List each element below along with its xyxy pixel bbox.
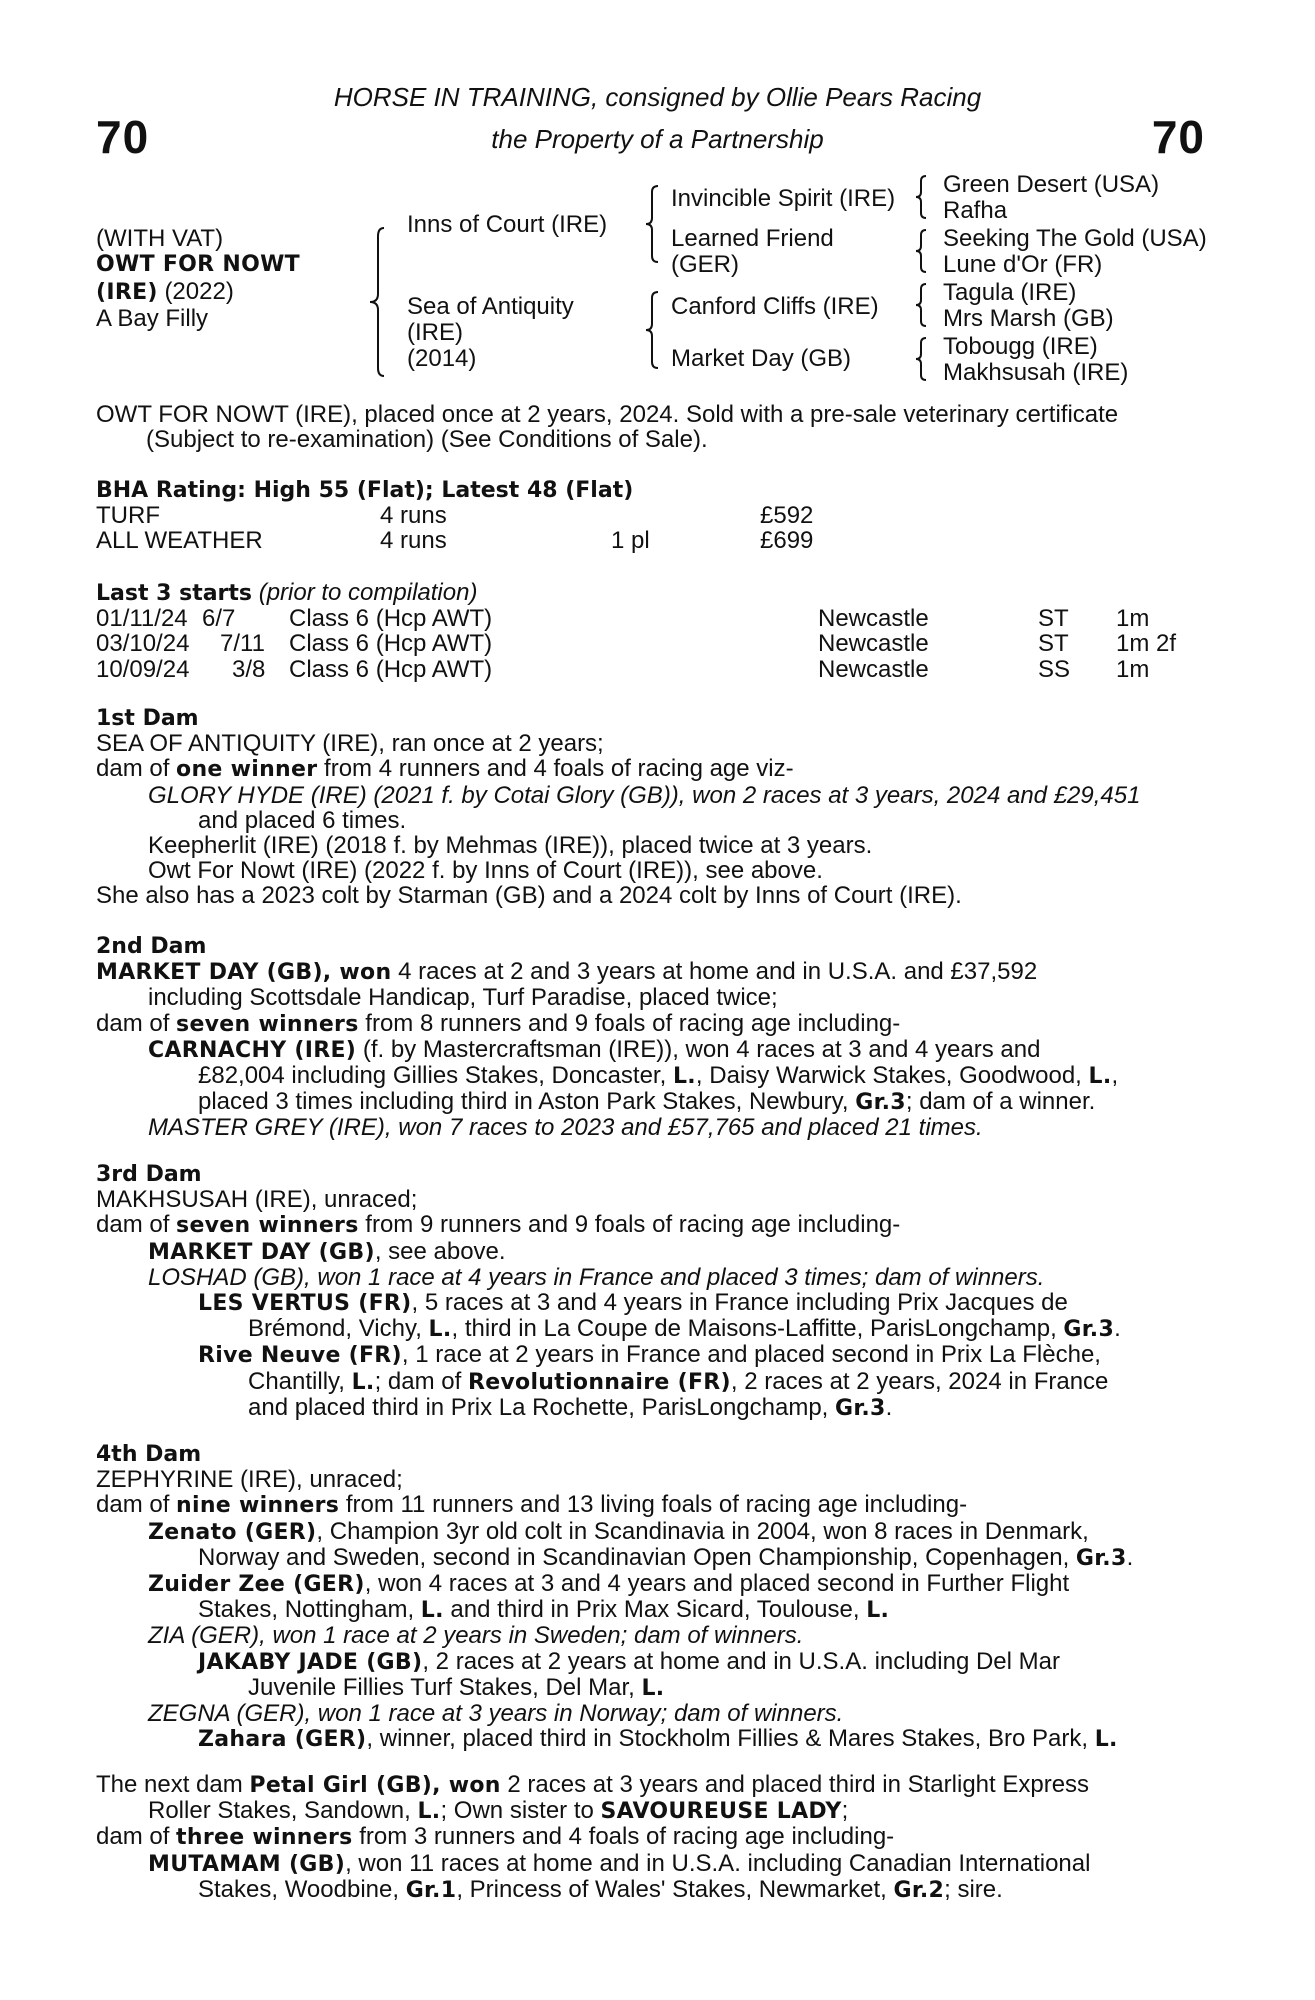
pedigree-dam-line2: (IRE) — [407, 319, 463, 346]
pedigree-bracket-main — [368, 228, 388, 378]
start-course: Newcastle — [818, 630, 929, 658]
third-dam-produce-summary: dam of seven winners from 9 runners and 9 foals of racing age including- — [96, 1211, 901, 1239]
start-race: Class 6 (Hcp AWT) — [289, 630, 493, 658]
pedigree-dam-line3: (2014) — [407, 345, 477, 372]
fourth-dam-grandfoal: Zahara (GER), winner, placed third in Stockholm Fillies & Mares Stakes, Bro Park, L. — [198, 1725, 1118, 1753]
summary — [96, 402, 1206, 452]
vat-note: (WITH VAT) — [96, 225, 224, 252]
second-dam-section — [96, 934, 1206, 1141]
start-race: Class 6 (Hcp AWT) — [289, 605, 493, 633]
rating-surface: TURF — [96, 502, 160, 530]
pedigree-sds: Seeking The Gold (USA) — [943, 225, 1207, 252]
pedigree-dsd: Mrs Marsh (GB) — [943, 305, 1114, 332]
third-dam-line: MAKHSUSAH (IRE), unraced; — [96, 1186, 418, 1214]
fourth-dam-foal: Zuider Zee (GER), won 4 races at 3 and 4 years and placed second in Further Flight — [148, 1570, 1070, 1598]
rating-runs: 4 runs — [380, 527, 447, 555]
start-date: 01/11/24 — [96, 605, 188, 633]
pedigree-ddd: Makhsusah (IRE) — [943, 359, 1129, 386]
pedigree-bracket-sd — [914, 228, 930, 278]
next-dam-foal: MUTAMAM (GB), won 11 races at home and in U.S.A. including Canadian International — [148, 1849, 1091, 1877]
first-dam-produce-summary: dam of one winner from 4 runners and 4 foals of racing age viz- — [96, 755, 794, 783]
next-dam-section — [96, 1772, 1206, 1903]
third-dam-section — [96, 1162, 1206, 1421]
fourth-dam-foal: ZEGNA (GER), won 1 race at 3 years in Norway; dam of winners. — [148, 1700, 844, 1728]
second-dam-foal-cont: placed 3 times including third in Aston Park Stakes, Newbury, Gr.3; dam of a winner. — [198, 1088, 1096, 1116]
start-position: 3/8 — [232, 655, 266, 683]
next-dam-line-cont: Roller Stakes, Sandown, L.; Own sister to SAVOUREUSE LADY; — [148, 1797, 849, 1825]
second-dam-foal: MASTER GREY (IRE), won 7 races to 2023 and £57,765 and placed 21 times. — [148, 1114, 983, 1142]
rating-heading: BHA Rating: High 55 (Flat); Latest 48 (Flat) — [96, 478, 634, 503]
next-dam-foal-cont: Stakes, Woodbine, Gr.1, Princess of Wales' Stakes, Newmarket, Gr.2; sire. — [198, 1875, 1003, 1903]
start-distance: 1m — [1116, 655, 1150, 683]
horse-country: (IRE) — [96, 280, 158, 305]
start-position: 6/7 — [202, 605, 236, 633]
rating-section — [96, 478, 1206, 554]
first-dam-note: She also has a 2023 colt by Starman (GB) and a 2024 colt by Inns of Court (IRE). — [96, 882, 962, 910]
pedigree-bracket-ds — [914, 282, 930, 332]
start-going: ST — [1038, 605, 1069, 633]
first-dam-foal: GLORY HYDE (IRE) (2021 f. by Cotai Glory (GB)), won 2 races at 3 years, 2024 and £29,451 — [148, 781, 1141, 809]
third-dam-grandfoal-cont: Brémond, Vichy, L., third in La Coupe de Maisons-Laffitte, ParisLongchamp, Gr.3. — [248, 1315, 1121, 1343]
third-dam-heading: 3rd Dam — [96, 1162, 202, 1187]
horse-description: A Bay Filly — [96, 305, 209, 332]
pedigree-bracket-ss — [914, 174, 930, 224]
pedigree-bracket-dam — [644, 292, 664, 372]
start-course: Newcastle — [818, 655, 929, 683]
start-row — [96, 631, 1206, 656]
header-consignor: HORSE IN TRAINING, consigned by Ollie Pears Racing — [333, 82, 982, 112]
start-position: 7/11 — [220, 630, 265, 658]
pedigree-sdd: Lune d'Or (FR) — [943, 251, 1103, 278]
third-dam-grandfoal-cont: and placed third in Prix La Rochette, ParisLongchamp, Gr.3. — [248, 1393, 893, 1421]
rating-earnings: £592 — [760, 502, 814, 530]
second-dam-line: MARKET DAY (GB), won 4 races at 2 and 3 years at home and in U.S.A. and £37,592 — [96, 958, 1038, 986]
fourth-dam-foal-cont: Norway and Sweden, second in Scandinavian Open Championship, Copenhagen, Gr.3. — [198, 1543, 1134, 1571]
pedigree-sire: Inns of Court (IRE) — [407, 211, 608, 238]
rating-row-aw — [96, 528, 1206, 553]
horse-name: OWT FOR NOWT — [96, 252, 300, 277]
pedigree-dam-dam: Market Day (GB) — [671, 345, 852, 372]
first-dam-section — [96, 706, 1206, 909]
pedigree-dds: Tobougg (IRE) — [943, 333, 1098, 360]
lot-number-right: 70 — [1151, 111, 1205, 163]
lot-number-left: 70 — [96, 111, 150, 163]
pedigree-sire-dam-line2: (GER) — [671, 251, 739, 278]
rating-placed: 1 pl — [611, 527, 650, 555]
fourth-dam-heading: 4th Dam — [96, 1442, 202, 1467]
fourth-dam-foal-cont: Stakes, Nottingham, L. and third in Prix Max Sicard, Toulouse, L. — [198, 1596, 890, 1624]
first-dam-foal: Owt For Nowt (IRE) (2022 f. by Inns of Court (IRE)), see above. — [148, 857, 823, 885]
pedigree-dam-sire: Canford Cliffs (IRE) — [671, 293, 879, 320]
pedigree-ssd: Rafha — [943, 197, 1008, 224]
third-dam-foal: LOSHAD (GB), won 1 race at 4 years in France and placed 3 times; dam of winners. — [148, 1263, 1045, 1291]
start-date: 03/10/24 — [96, 630, 190, 658]
summary-line1: OWT FOR NOWT (IRE), placed once at 2 years, 2024. Sold with a pre-sale veterinary certificate — [96, 401, 1119, 428]
pedigree-dss: Tagula (IRE) — [943, 279, 1077, 306]
start-distance: 1m — [1116, 605, 1150, 633]
horse-origin-year — [96, 279, 234, 306]
pedigree-dam-line1: Sea of Antiquity — [407, 293, 574, 320]
fourth-dam-section — [96, 1442, 1206, 1752]
pedigree-sire-dam-line1: Learned Friend — [671, 225, 834, 252]
summary-line2: (Subject to re-examination) (See Conditions of Sale). — [146, 426, 708, 454]
second-dam-heading: 2nd Dam — [96, 934, 207, 959]
fourth-dam-grandfoal-cont: Juvenile Fillies Turf Stakes, Del Mar, L. — [248, 1673, 665, 1701]
header-property: the Property of a Partnership — [491, 124, 824, 154]
first-dam-foal: Keepherlit (IRE) (2018 f. by Mehmas (IRE)), placed twice at 3 years. — [148, 832, 873, 860]
second-dam-line-cont: including Scottsdale Handicap, Turf Paradise, placed twice; — [148, 984, 778, 1012]
first-dam-heading: 1st Dam — [96, 706, 199, 731]
second-dam-foal: CARNACHY (IRE) (f. by Mastercraftsman (IRE)), won 4 races at 3 and 4 years and — [148, 1035, 1041, 1063]
start-date: 10/09/24 — [96, 655, 190, 683]
rating-earnings: £699 — [760, 527, 814, 555]
second-dam-produce-summary: dam of seven winners from 8 runners and 9 foals of racing age including- — [96, 1009, 901, 1037]
fourth-dam-foal: Zenato (GER), Champion 3yr old colt in Scandinavia in 2004, won 8 races in Denmark, — [148, 1517, 1089, 1545]
starts-note: (prior to compilation) — [258, 579, 478, 606]
pedigree-sss: Green Desert (USA) — [943, 171, 1160, 198]
horse-year: (2022) — [164, 278, 234, 305]
pedigree-sire-sire: Invincible Spirit (IRE) — [671, 185, 896, 212]
pedigree-bracket-sire — [644, 186, 664, 266]
fourth-dam-produce-summary: dam of nine winners from 11 runners and 13 living foals of racing age including- — [96, 1491, 968, 1519]
next-dam-line: The next dam Petal Girl (GB), won 2 races at 3 years and placed third in Starlight Express — [96, 1771, 1090, 1798]
third-dam-grandfoal-cont: Chantilly, L.; dam of Revolutionnaire (FR), 2 races at 2 years, 2024 in France — [248, 1367, 1109, 1395]
rating-surface: ALL WEATHER — [96, 527, 263, 555]
first-dam-foal-cont: and placed 6 times. — [198, 806, 407, 834]
first-dam-line: SEA OF ANTIQUITY (IRE), ran once at 2 years; — [96, 730, 604, 758]
start-going: ST — [1038, 630, 1069, 658]
start-going: SS — [1038, 655, 1071, 683]
start-course: Newcastle — [818, 605, 929, 633]
next-dam-produce-summary: dam of three winners from 3 runners and 4 foals of racing age including- — [96, 1823, 895, 1851]
rating-runs: 4 runs — [380, 502, 447, 530]
second-dam-foal-cont: £82,004 including Gillies Stakes, Doncaster, L., Daisy Warwick Stakes, Goodwood, L., — [198, 1062, 1119, 1090]
fourth-dam-grandfoal: JAKABY JADE (GB), 2 races at 2 years at home and in U.S.A. including Del Mar — [198, 1647, 1060, 1675]
fourth-dam-foal: ZIA (GER), won 1 race at 2 years in Sweden; dam of winners. — [148, 1622, 804, 1650]
fourth-dam-line: ZEPHYRINE (IRE), unraced; — [96, 1466, 403, 1494]
start-row — [96, 606, 1206, 631]
starts-section — [96, 580, 1206, 682]
rating-row-turf — [96, 503, 1206, 528]
start-race: Class 6 (Hcp AWT) — [289, 655, 493, 683]
start-row — [96, 657, 1206, 682]
third-dam-grandfoal: Rive Neuve (FR), 1 race at 2 years in France and placed second in Prix La Flèche, — [198, 1341, 1101, 1369]
third-dam-foal: MARKET DAY (GB), see above. — [148, 1237, 506, 1265]
pedigree-bracket-dd — [914, 336, 930, 386]
start-distance: 1m 2f — [1116, 630, 1177, 658]
third-dam-grandfoal: LES VERTUS (FR), 5 races at 3 and 4 years in France including Prix Jacques de — [198, 1289, 1068, 1317]
starts-heading: Last 3 starts — [96, 581, 253, 606]
